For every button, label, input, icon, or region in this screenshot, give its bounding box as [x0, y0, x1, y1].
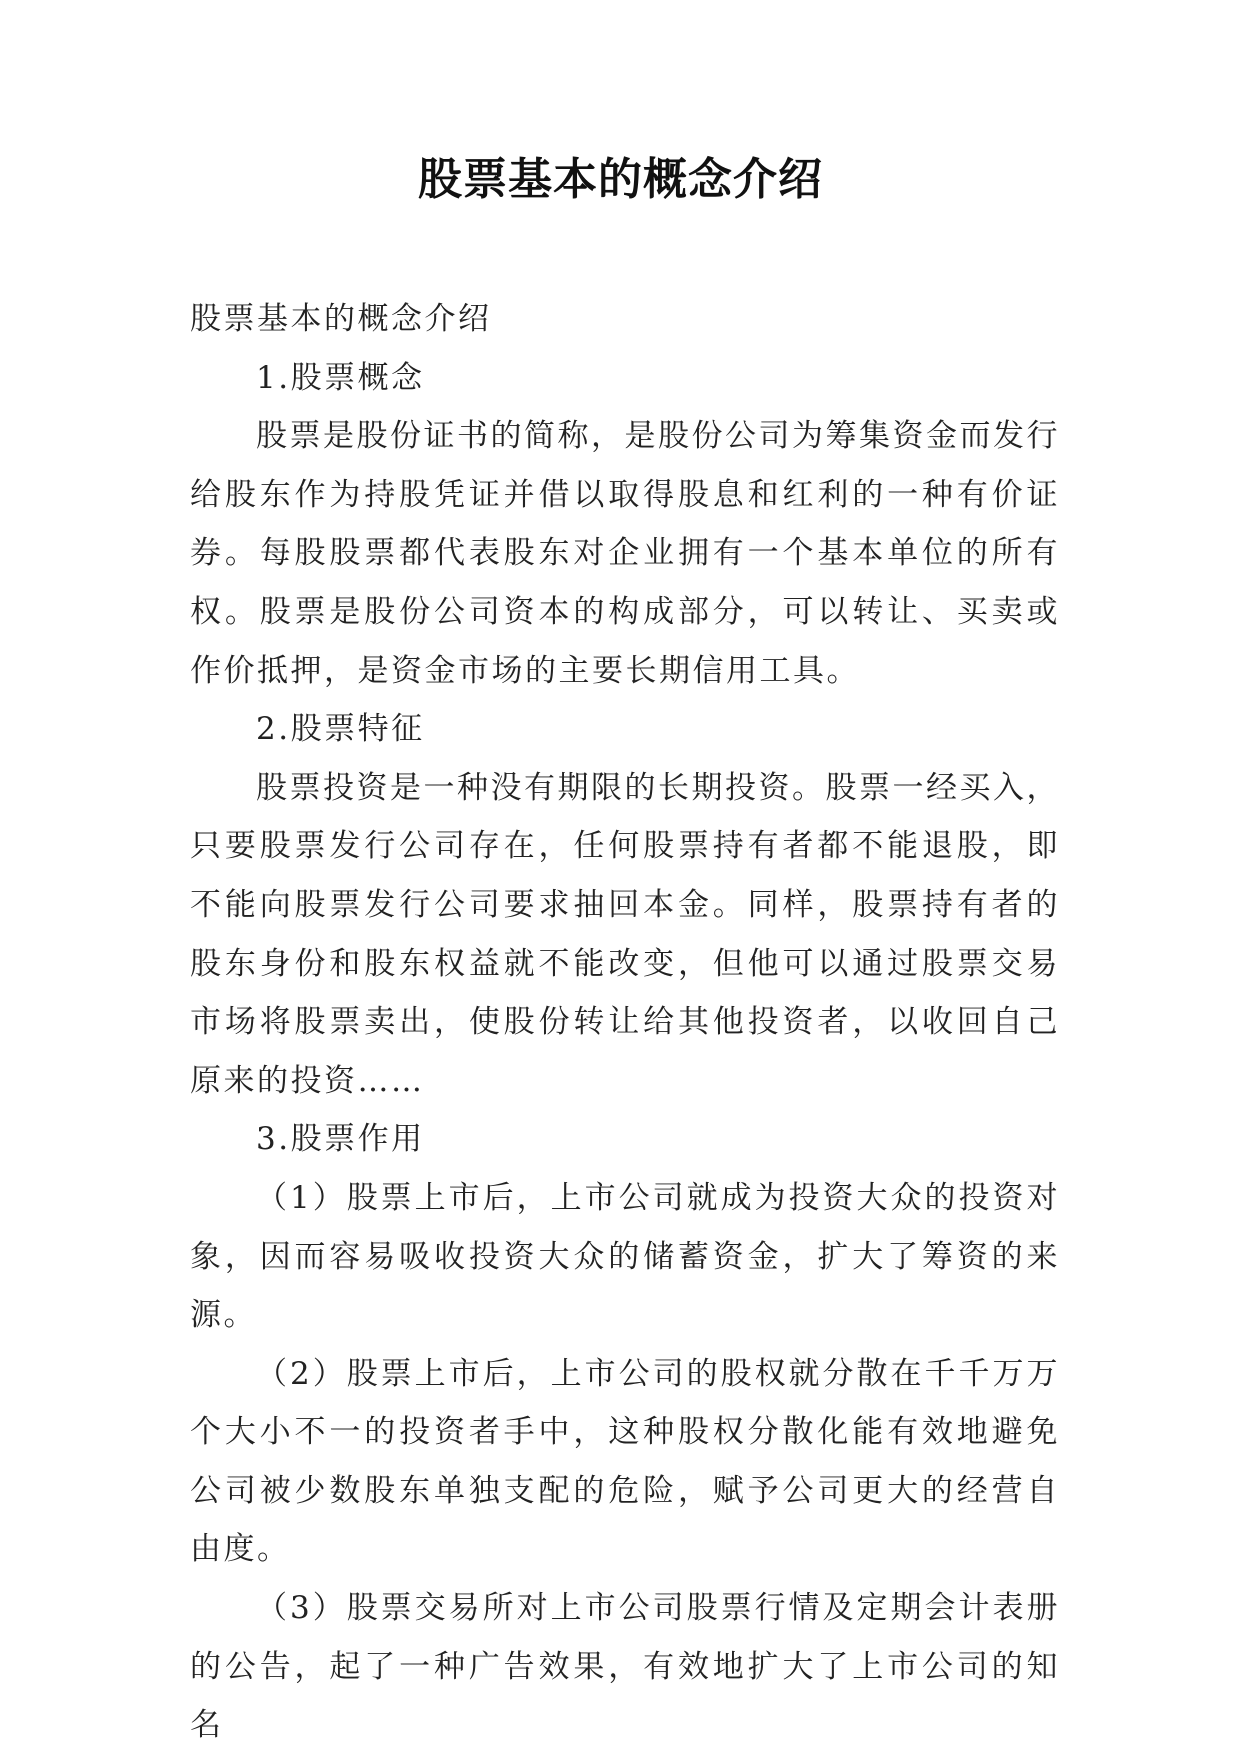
paragraph-concept: 股票是股份证书的简称，是股份公司为筹集资金而发行给股东作为持股凭证并借以取得股息和红利的一种有价证券。每股股票都代表股东对企业拥有一个基本单位的所有权。股票是股份公司资本的构成部分，可以转让、买卖或作价抵押，是资金市场的主要长期信用工具。	[190, 418, 1060, 689]
section-heading-functions: 3.股票作用	[256, 1121, 425, 1158]
paragraph-function-3: （3）股票交易所对上市公司股票行情及定期会计表册的公告，起了一种广告效果，有效地扩大了上市公司的知名	[190, 1590, 1060, 1744]
document-title: 股票基本的概念介绍	[418, 154, 823, 205]
section-heading-concept: 1.股票概念	[256, 359, 425, 396]
paragraph-function-1: （1）股票上市后，上市公司就成为投资大众的投资对象，因而容易吸收投资大众的储蓄资金，扩大了筹资的来源。	[190, 1179, 1060, 1334]
paragraph-features: 股票投资是一种没有期限的长期投资。股票一经买入，只要股票发行公司存在，任何股票持有者都不能退股，即不能向股票发行公司要求抽回本金。同样，股票持有者的股东身份和股东权益就不能改变，但他可以通过股票交易市场将股票卖出，使股份转让给其他投资者，以收回自己原来的投资……	[190, 769, 1060, 1099]
document-body	[190, 290, 1060, 1755]
paragraph-function-2: （2）股票上市后，上市公司的股权就分散在千千万万个大小不一的投资者手中，这种股权分散化能有效地避免公司被少数股东单独支配的危险，赋予公司更大的经营自由度。	[190, 1355, 1060, 1568]
section-heading-features: 2.股票特征	[256, 711, 425, 748]
lead-line: 股票基本的概念介绍	[190, 301, 492, 337]
